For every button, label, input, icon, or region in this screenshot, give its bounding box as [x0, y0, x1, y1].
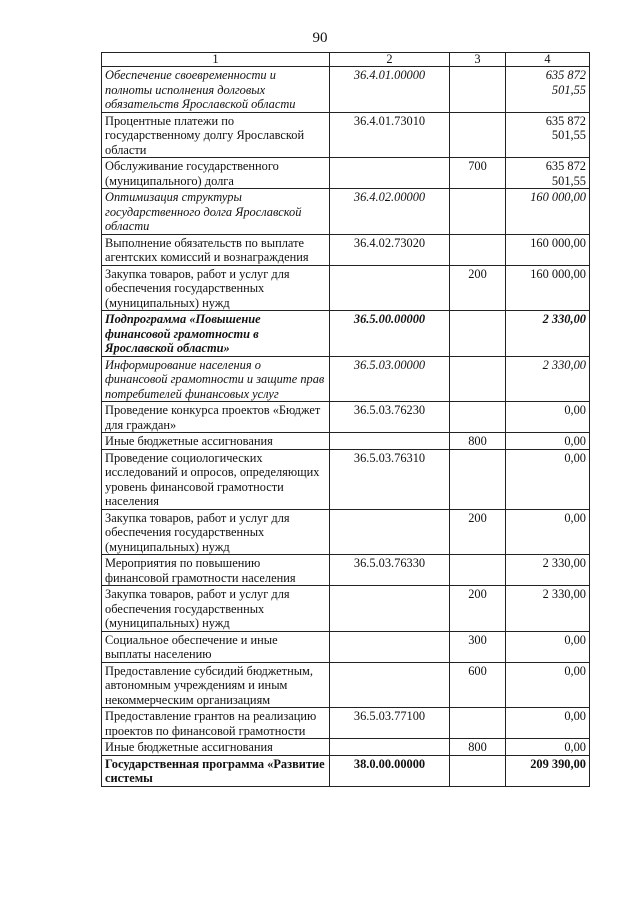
row-amount-cell: 209 390,00	[506, 755, 590, 786]
table-row	[102, 402, 590, 433]
row-code-cell	[330, 265, 450, 311]
row-name-cell: Закупка товаров, работ и услуг для обеспечения государственных (муниципальных) нужд	[102, 509, 330, 555]
row-name-cell: Процентные платежи по государственному долгу Ярославской области	[102, 112, 330, 158]
row-type-cell	[450, 189, 506, 235]
row-type-cell: 200	[450, 586, 506, 632]
row-amount-cell: 2 330,00	[506, 586, 590, 632]
row-type-cell: 600	[450, 662, 506, 708]
row-amount-cell: 635 872 501,55	[506, 112, 590, 158]
table-row	[102, 708, 590, 739]
table-row	[102, 189, 590, 235]
column-header: 2	[330, 53, 450, 67]
table-row	[102, 449, 590, 509]
row-name-cell: Предоставление грантов на реализацию проектов по финансовой грамотности	[102, 708, 330, 739]
row-type-cell	[450, 234, 506, 265]
row-amount-cell: 635 872 501,55	[506, 158, 590, 189]
row-amount-cell: 0,00	[506, 433, 590, 450]
row-type-cell	[450, 112, 506, 158]
row-name-cell: Обслуживание государственного (муниципального) долга	[102, 158, 330, 189]
row-amount-cell: 0,00	[506, 449, 590, 509]
row-amount-cell: 160 000,00	[506, 234, 590, 265]
row-type-cell	[450, 449, 506, 509]
table-row	[102, 509, 590, 555]
row-code-cell	[330, 739, 450, 756]
row-code-cell	[330, 586, 450, 632]
row-amount-cell: 0,00	[506, 662, 590, 708]
table-row	[102, 739, 590, 756]
row-amount-cell: 2 330,00	[506, 311, 590, 357]
row-amount-cell: 2 330,00	[506, 555, 590, 586]
row-code-cell: 36.4.02.73020	[330, 234, 450, 265]
row-code-cell	[330, 158, 450, 189]
row-name-cell: Предоставление субсидий бюджетным, автономным учреждениям и иным некоммерческим организациям	[102, 662, 330, 708]
row-name-cell: Закупка товаров, работ и услуг для обеспечения государственных (муниципальных) нужд	[102, 586, 330, 632]
row-name-cell: Подпрограмма «Повышение финансовой грамотности в Ярославской области»	[102, 311, 330, 357]
row-code-cell: 36.5.00.00000	[330, 311, 450, 357]
row-amount-cell: 160 000,00	[506, 189, 590, 235]
row-type-cell: 200	[450, 509, 506, 555]
row-name-cell: Закупка товаров, работ и услуг для обеспечения государственных (муниципальных) нужд	[102, 265, 330, 311]
row-type-cell: 800	[450, 739, 506, 756]
table-row	[102, 755, 590, 786]
table-row	[102, 631, 590, 662]
column-header: 1	[102, 53, 330, 67]
row-code-cell: 36.4.01.73010	[330, 112, 450, 158]
page-number: 90	[312, 30, 328, 46]
row-amount-cell: 0,00	[506, 509, 590, 555]
row-code-cell: 36.5.03.76330	[330, 555, 450, 586]
row-name-cell: Обеспечение своевременности и полноты исполнения долговых обязательств Ярославской области	[102, 67, 330, 113]
row-amount-cell: 635 872 501,55	[506, 67, 590, 113]
column-header: 4	[506, 53, 590, 67]
row-name-cell: Иные бюджетные ассигнования	[102, 739, 330, 756]
table-row	[102, 265, 590, 311]
table-row	[102, 555, 590, 586]
row-name-cell: Мероприятия по повышению финансовой грамотности населения	[102, 555, 330, 586]
row-code-cell	[330, 631, 450, 662]
table-row	[102, 234, 590, 265]
table-row	[102, 67, 590, 113]
table-header-row	[102, 53, 590, 67]
row-name-cell: Социальное обеспечение и иные выплаты населению	[102, 631, 330, 662]
budget-table	[101, 52, 590, 787]
row-code-cell: 36.5.03.76310	[330, 449, 450, 509]
row-type-cell	[450, 402, 506, 433]
table-row	[102, 311, 590, 357]
row-code-cell	[330, 433, 450, 450]
table-row	[102, 586, 590, 632]
column-header: 3	[450, 53, 506, 67]
row-code-cell: 36.5.03.77100	[330, 708, 450, 739]
row-amount-cell: 0,00	[506, 739, 590, 756]
table-row	[102, 158, 590, 189]
table-row	[102, 112, 590, 158]
row-name-cell: Выполнение обязательств по выплате агентских комиссий и вознаграждения	[102, 234, 330, 265]
row-code-cell: 36.4.02.00000	[330, 189, 450, 235]
row-code-cell: 36.5.03.76230	[330, 402, 450, 433]
row-code-cell: 36.4.01.00000	[330, 67, 450, 113]
row-name-cell: Проведение социологических исследований и опросов, определяющих уровень финансовой грамотности населения	[102, 449, 330, 509]
row-amount-cell: 0,00	[506, 708, 590, 739]
row-type-cell	[450, 356, 506, 402]
row-name-cell: Информирование населения о финансовой грамотности и защите прав потребителей финансовых услуг	[102, 356, 330, 402]
table-row	[102, 662, 590, 708]
row-amount-cell: 0,00	[506, 402, 590, 433]
row-type-cell	[450, 555, 506, 586]
row-type-cell: 800	[450, 433, 506, 450]
row-type-cell: 700	[450, 158, 506, 189]
row-name-cell: Иные бюджетные ассигнования	[102, 433, 330, 450]
row-code-cell: 38.0.00.00000	[330, 755, 450, 786]
row-code-cell	[330, 662, 450, 708]
table-row	[102, 356, 590, 402]
row-name-cell: Проведение конкурса проектов «Бюджет для граждан»	[102, 402, 330, 433]
row-type-cell: 200	[450, 265, 506, 311]
row-amount-cell: 160 000,00	[506, 265, 590, 311]
row-name-cell: Оптимизация структуры государственного долга Ярославской области	[102, 189, 330, 235]
row-name-cell: Государственная программа «Развитие системы	[102, 755, 330, 786]
row-code-cell: 36.5.03.00000	[330, 356, 450, 402]
row-code-cell	[330, 509, 450, 555]
row-type-cell	[450, 708, 506, 739]
row-type-cell: 300	[450, 631, 506, 662]
row-type-cell	[450, 67, 506, 113]
table-row	[102, 433, 590, 450]
row-type-cell	[450, 311, 506, 357]
row-amount-cell: 0,00	[506, 631, 590, 662]
row-amount-cell: 2 330,00	[506, 356, 590, 402]
row-type-cell	[450, 755, 506, 786]
